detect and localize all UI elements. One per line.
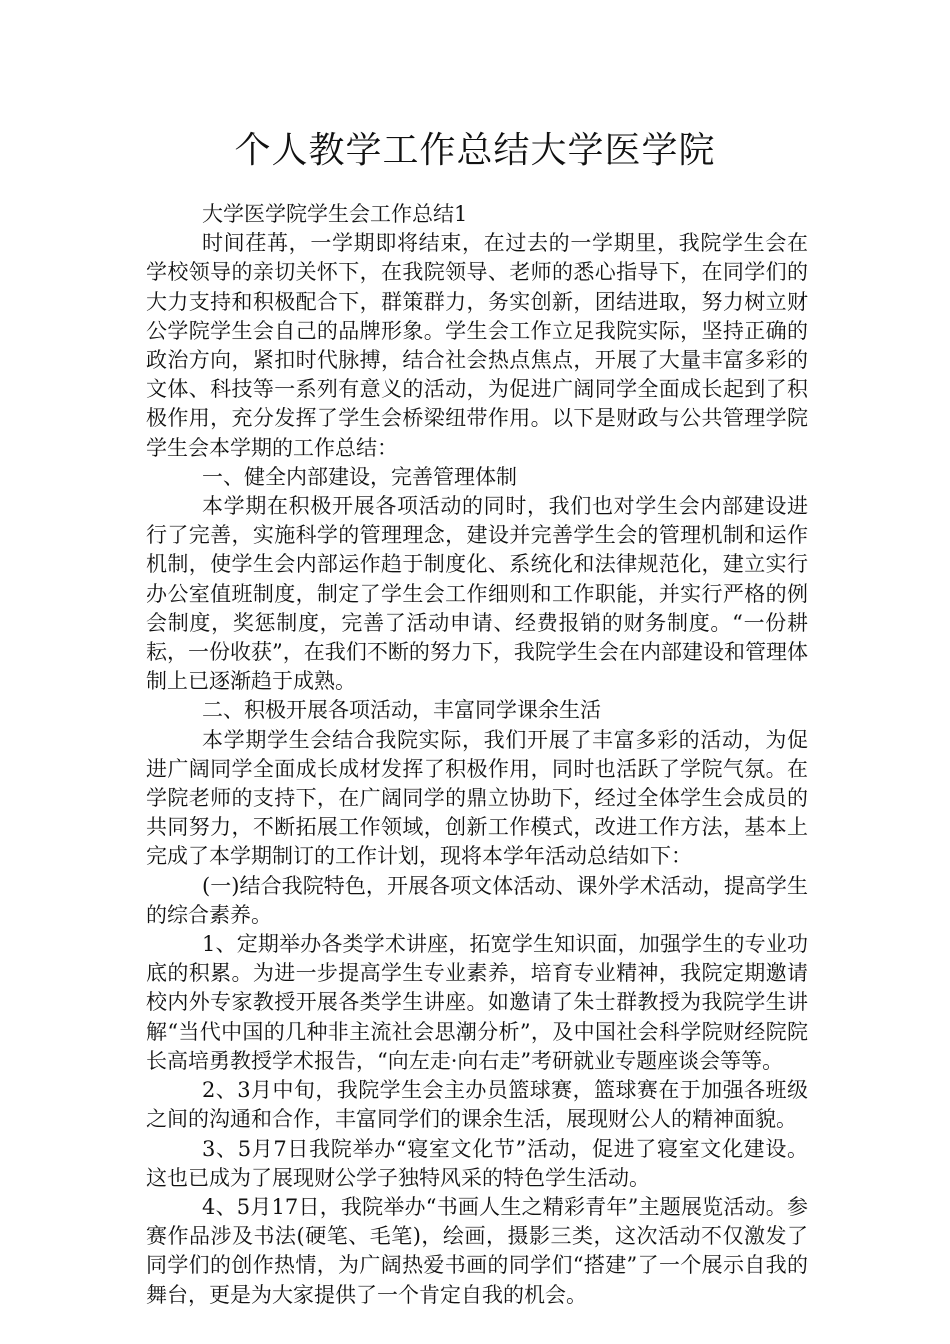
section-heading: 二、积极开展各项活动，丰富同学课余生活 [202,698,601,723]
document-title: 个人教学工作总结大学医学院 [234,130,716,171]
list-item-paragraph: 4、5月17日，我院举办“书画人生之精彩青年”主题展览活动。参赛作品涉及书法(硬笔、毛笔)，绘画，摄影三类，这次活动不仅激发了同学们的创作热情，为广阔热爱书画的同学们“搭建”了一个展示自我的舞台，更是为大家提供了一个肯定自我的机会。 [146,1194,808,1307]
document-body [146,200,808,1310]
section-heading: 大学医学院学生会工作总结1 [202,202,468,226]
body-paragraph: 本学期在积极开展各项活动的同时，我们也对学生会内部建设进行了完善，实施科学的管理理念，建设并完善学生会的管理机制和运作机制，使学生会内部运作趋于制度化、系统化和法律规范化，建立实行办公室值班制度，制定了学生会工作细则和工作职能，并实行严格的例会制度，奖惩制度，完善了活动申请、经费报销的财务制度。“一份耕耘，一份收获”，在我们不断的努力下，我院学生会在内部建设和管理体制上已逐渐趋于成熟。 [146,494,808,694]
body-paragraph: 本学期学生会结合我院实际，我们开展了丰富多彩的活动，为促进广阔同学全面成长成材发挥了积极作用，同时也活跃了学院气氛。在学院老师的支持下，在广阔同学的鼎立协助下，经过全体学生会成员的共同努力，不断拓展工作领域，创新工作模式，改进工作方法，基本上完成了本学期制订的工作计划，现将本学年活动总结如下： [146,727,808,869]
list-item-paragraph: 1、定期举办各类学术讲座，拓宽学生知识面，加强学生的专业功底的积累。为进一步提高学生专业素养，培育专业精神，我院定期邀请校内外专家教授开展各类学生讲座。如邀请了朱士群教授为我院学生讲解“当代中国的几种非主流社会思潮分析”，及中国社会科学院财经院院长高培勇教授学术报告，“向左走·向右走”考研就业专题座谈会等等。 [146,932,808,1073]
list-item-paragraph: 2、3月中旬，我院学生会主办员篮球赛，篮球赛在于加强各班级之间的沟通和合作，丰富同学们的课余生活，展现财公人的精神面貌。 [146,1078,808,1132]
subsection-paragraph: (一)结合我院特色，开展各项文体活动、课外学术活动，提高学生的综合素养。 [146,873,808,927]
section-heading: 一、健全内部建设，完善管理体制 [202,464,517,489]
body-paragraph: 时间荏苒，一学期即将结束，在过去的一学期里，我院学生会在学校领导的亲切关怀下，在我院领导、老师的悉心指导下，在同学们的大力支持和积极配合下，群策群力，务实创新，团结进取，努力树立财公学院学生会自己的品牌形象。学生会工作立足我院实际，坚持正确的政治方向，紧扣时代脉搏，结合社会热点焦点，开展了大量丰富多彩的文体、科技等一系列有意义的活动，为促进广阔同学全面成长起到了积极作用，充分发挥了学生会桥梁纽带作用。以下是财政与公共管理学院学生会本学期的工作总结： [146,231,808,460]
list-item-paragraph: 3、5月7日我院举办“寝室文化节”活动，促进了寝室文化建设。这也已成为了展现财公学子独特风采的特色学生活动。 [146,1136,808,1190]
